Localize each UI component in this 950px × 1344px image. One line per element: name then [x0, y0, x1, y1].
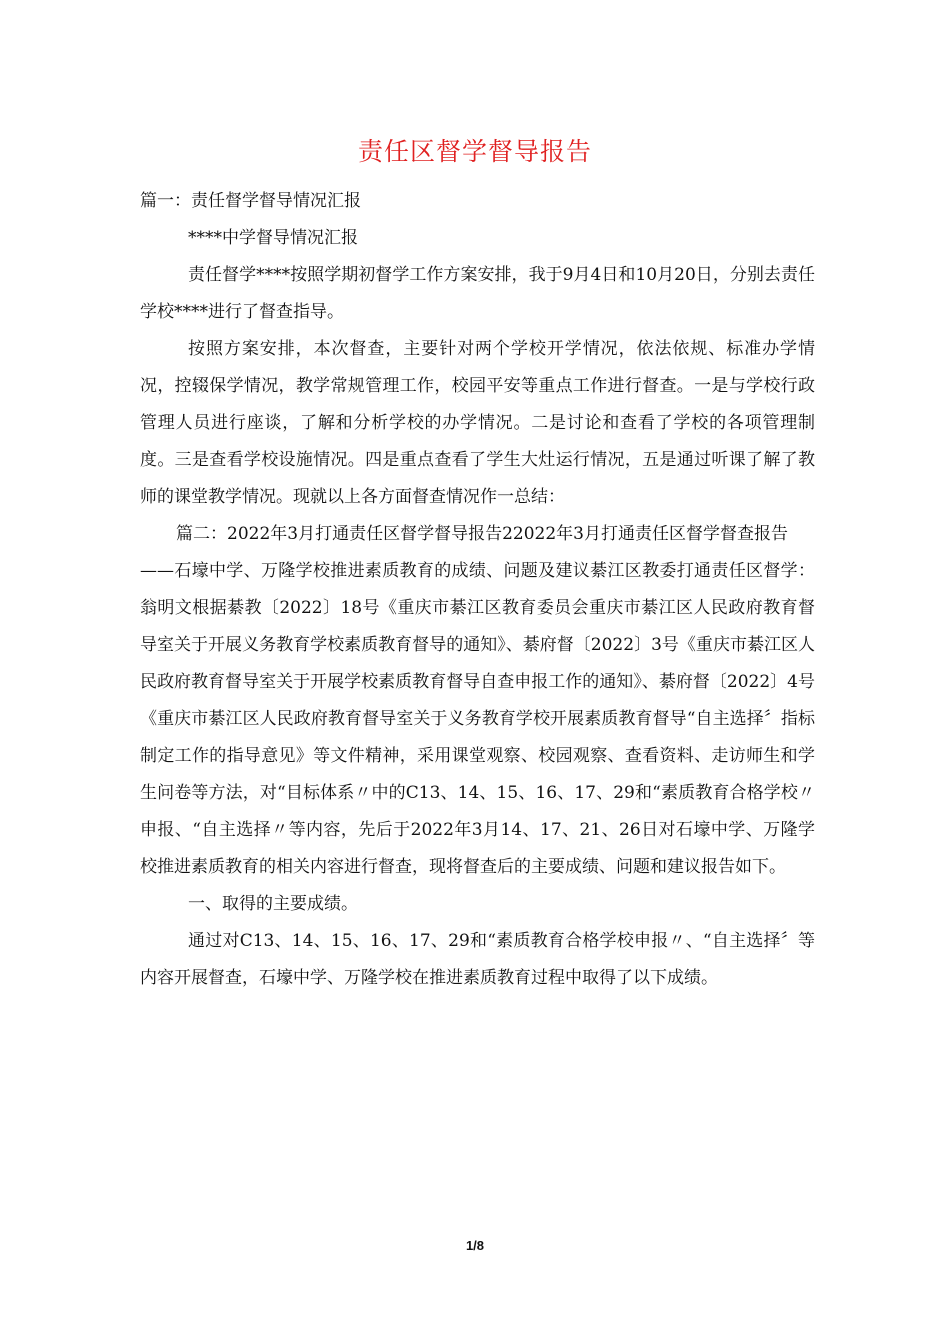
report-subtitle: ****中学督导情况汇报 — [188, 228, 358, 248]
paragraph: ——石壕中学、万隆学校推进素质教育的成绩、问题及建议綦江区教委打通责任区督学：翁明文根据綦教〔2022〕18号《重庆市綦江区教育委员会重庆市綦江区人民政府教育督导室关于开展义务教育学校素质教育督导的通知》、綦府督〔2022〕3号《重庆市綦江区人民政府教育督导室关于开展学校素质教育督导自查申报工作的通知》、綦府督〔2022〕4号《重庆市綦江区人民政府教育督导室关于义务教育学校开展素质教育督导“自主选择〞指标制定工作的指导意见》等文件精神，采用课堂观察、校园观察、查看资料、走访师生和学生问卷等方法，对“目标体系〃中的C13、14、15、16、17、29和“素质教育合格学校〃申报、“自主选择〃等内容，先后于2022年3月14、17、21、26日对石壕中学、万隆学校推进素质教育的相关内容进行督查，现将督查后的主要成绩、问题和建议报告如下。 — [140, 561, 815, 877]
section-heading-1: 篇一：责任督学督导情况汇报 — [140, 191, 361, 211]
subsection-heading: 一、取得的主要成绩。 — [188, 894, 358, 914]
section-heading-2: 篇二：2022年3月打通责任区督学督导报告22022年3月打通责任区督学督查报告 — [176, 524, 788, 544]
page-number: 1/8 — [465, 1238, 485, 1253]
document-title: 责任区督学督导报告 — [357, 137, 592, 166]
paragraph: 责任督学****按照学期初督学工作方案安排，我于9月4日和10月20日，分别去责任学校****进行了督查指导。 — [140, 265, 815, 322]
paragraph: 通过对C13、14、15、16、17、29和“素质教育合格学校申报〃、“自主选择〞等内容开展督查，石壕中学、万隆学校在推进素质教育过程中取得了以下成绩。 — [140, 931, 815, 988]
document-body — [140, 183, 815, 997]
paragraph: 按照方案安排，本次督查，主要针对两个学校开学情况，依法依规、标准办学情况，控辍保学情况，教学常规管理工作，校园平安等重点工作进行督查。一是与学校行政管理人员进行座谈，了解和分析学校的办学情况。二是讨论和查看了学校的各项管理制度。三是查看学校设施情况。四是重点查看了学生大灶运行情况，五是通过听课了解了教师的课堂教学情况。现就以上各方面督查情况作一总结： — [140, 339, 815, 507]
